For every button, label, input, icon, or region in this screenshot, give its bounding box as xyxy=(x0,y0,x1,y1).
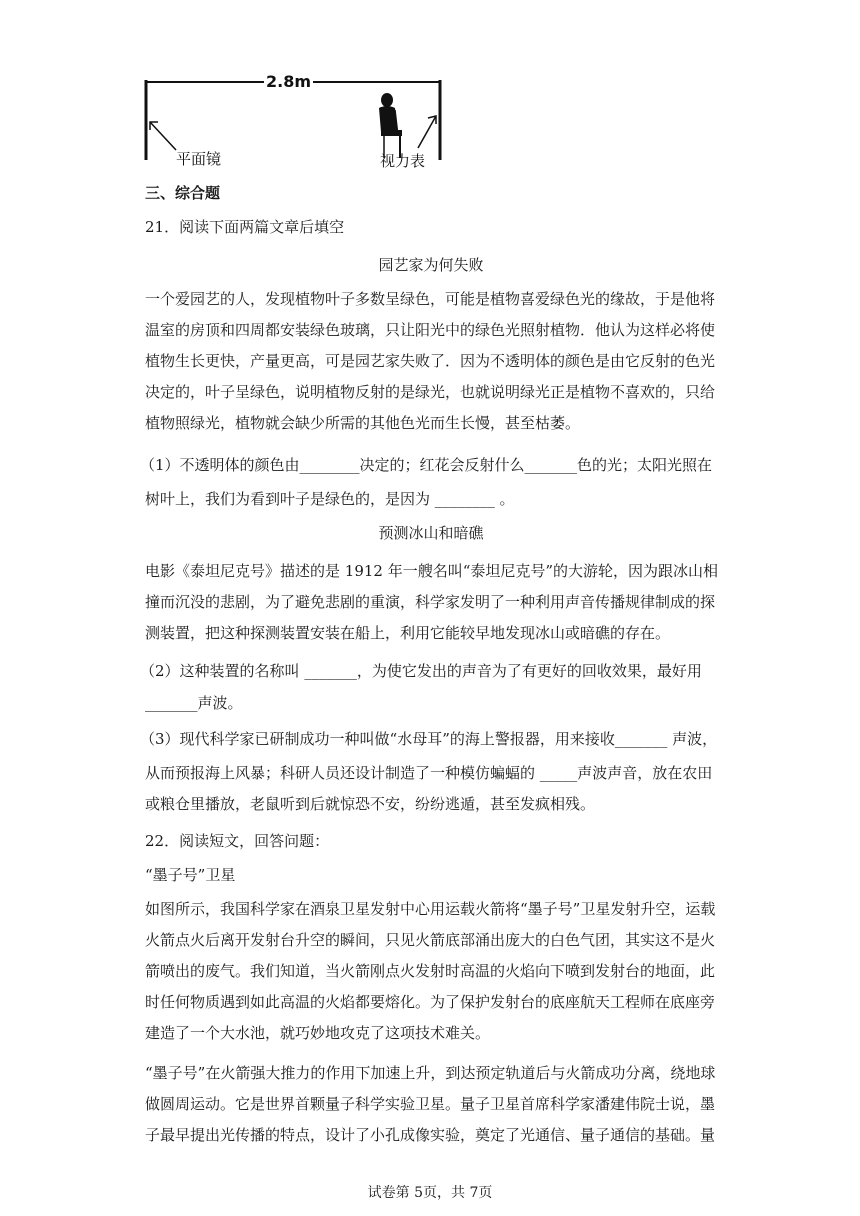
q22-line: 建造了一个大水池，就巧妙地攻克了这项技术难关。 xyxy=(145,1024,491,1042)
article1-line: 植物照绿光，植物就会缺少所需的其他色光而生长慢，甚至枯萎。 xyxy=(145,414,581,432)
article2-title: 预测冰山和暗礁 xyxy=(378,524,484,542)
q22-line: 做圆周运动。它是世界首颗量子科学实验卫星。量子卫星首席科学家潘建伟院士说，墨 xyxy=(145,1095,716,1113)
article2-line: 撞而沉没的悲剧，为了避免悲剧的重演，科学家发明了一种利用声音传播规律制成的探 xyxy=(145,593,716,611)
section-heading: 三、综合题 xyxy=(145,184,221,202)
q22-line: 箭喷出的废气。我们知道，当火箭刚点火发射时高温的火焰向下喷到发射台的地面，此 xyxy=(145,962,716,980)
page-footer: 试卷第 5页，共 7页 xyxy=(367,1185,493,1201)
q21-sub2-line: _______声波。 xyxy=(145,694,243,712)
article2-line: 测装置，把这种探测装置安装在船上，利用它能较早地发现冰山或暗礁的存在。 xyxy=(145,624,671,642)
article1-line: 一个爱园艺的人，发现植物叶子多数呈绿色，可能是植物喜爱绿色光的缘故，于是他将 xyxy=(145,290,716,308)
seated-person-icon xyxy=(379,93,402,158)
q21-sub1-line: （1）不透明体的颜色由________决定的；红花会反射什么_______色的光；太阳光照在 xyxy=(140,456,713,474)
distance-label: 2.8m xyxy=(266,72,312,91)
mirror-label: 平面镜 xyxy=(176,150,222,168)
q22-line: 火箭点火后离开发射台升空的瞬间，只见火箭底部涌出庞大的白色气团，其实这不是火 xyxy=(145,931,716,949)
q22-line: 时任何物质遇到如此高温的火焰都要熔化。为了保护发射台的底座航天工程师在底座旁 xyxy=(145,993,716,1011)
eye-chart-label: 视力表 xyxy=(380,152,426,170)
article1-line: 植物生长更快，产量更高，可是园艺家失败了．因为不透明体的颜色是由它反射的色光 xyxy=(145,352,716,370)
q22-line: 如图所示，我国科学家在酒泉卫星发射中心用运载火箭将“墨子号”卫星发射升空，运载 xyxy=(145,900,716,918)
q21-prompt: 21．阅读下面两篇文章后填空 xyxy=(145,218,345,236)
q22-prompt: 22．阅读短文，回答问题： xyxy=(145,832,330,850)
q21-sub3-line: 或粮仓里播放，老鼠听到后就惊恐不安，纷纷逃遁，甚至发疯相残。 xyxy=(145,795,596,813)
q22-line: 子最早提出光传播的特点，设计了小孔成像实验，奠定了光通信、量子通信的基础。量 xyxy=(145,1126,716,1144)
article1-line: 决定的，叶子呈绿色，说明植物反射的是绿光，也就说明绿光正是植物不喜欢的，只给 xyxy=(145,383,716,401)
q22-line: “墨子号”在火箭强大推力的作用下加速上升，到达预定轨道后与火箭成功分离，绕地球 xyxy=(145,1064,716,1082)
article1-title: 园艺家为何失败 xyxy=(378,256,484,274)
q21-sub3-line: 从而预报海上风暴；科研人员还设计制造了一种模仿蝙蝠的 _____声波声音，放在农田 xyxy=(145,764,713,782)
article1-line: 温室的房顶和四周都安装绿色玻璃，只让阳光中的绿色光照射植物．他认为这样必将使 xyxy=(145,321,716,339)
q21-sub3-line: （3）现代科学家已研制成功一种叫做“水母耳”的海上警报器，用来接收_______ 声波， xyxy=(140,730,718,748)
mirror-eye-chart-figure xyxy=(140,66,460,176)
article2-line: 电影《泰坦尼克号》描述的是 1912 年一艘名叫“泰坦尼克号”的大游轮，因为跟冰山相 xyxy=(145,562,719,580)
q22-title: “墨子号”卫星 xyxy=(145,866,236,884)
q21-sub2-line: （2）这种装置的名称叫 _______，为使它发出的声音为了有更好的回收效果，最好用 xyxy=(140,662,702,680)
q21-sub1-line: 树叶上，我们为看到叶子是绿色的，是因为 ________ 。 xyxy=(145,490,515,508)
